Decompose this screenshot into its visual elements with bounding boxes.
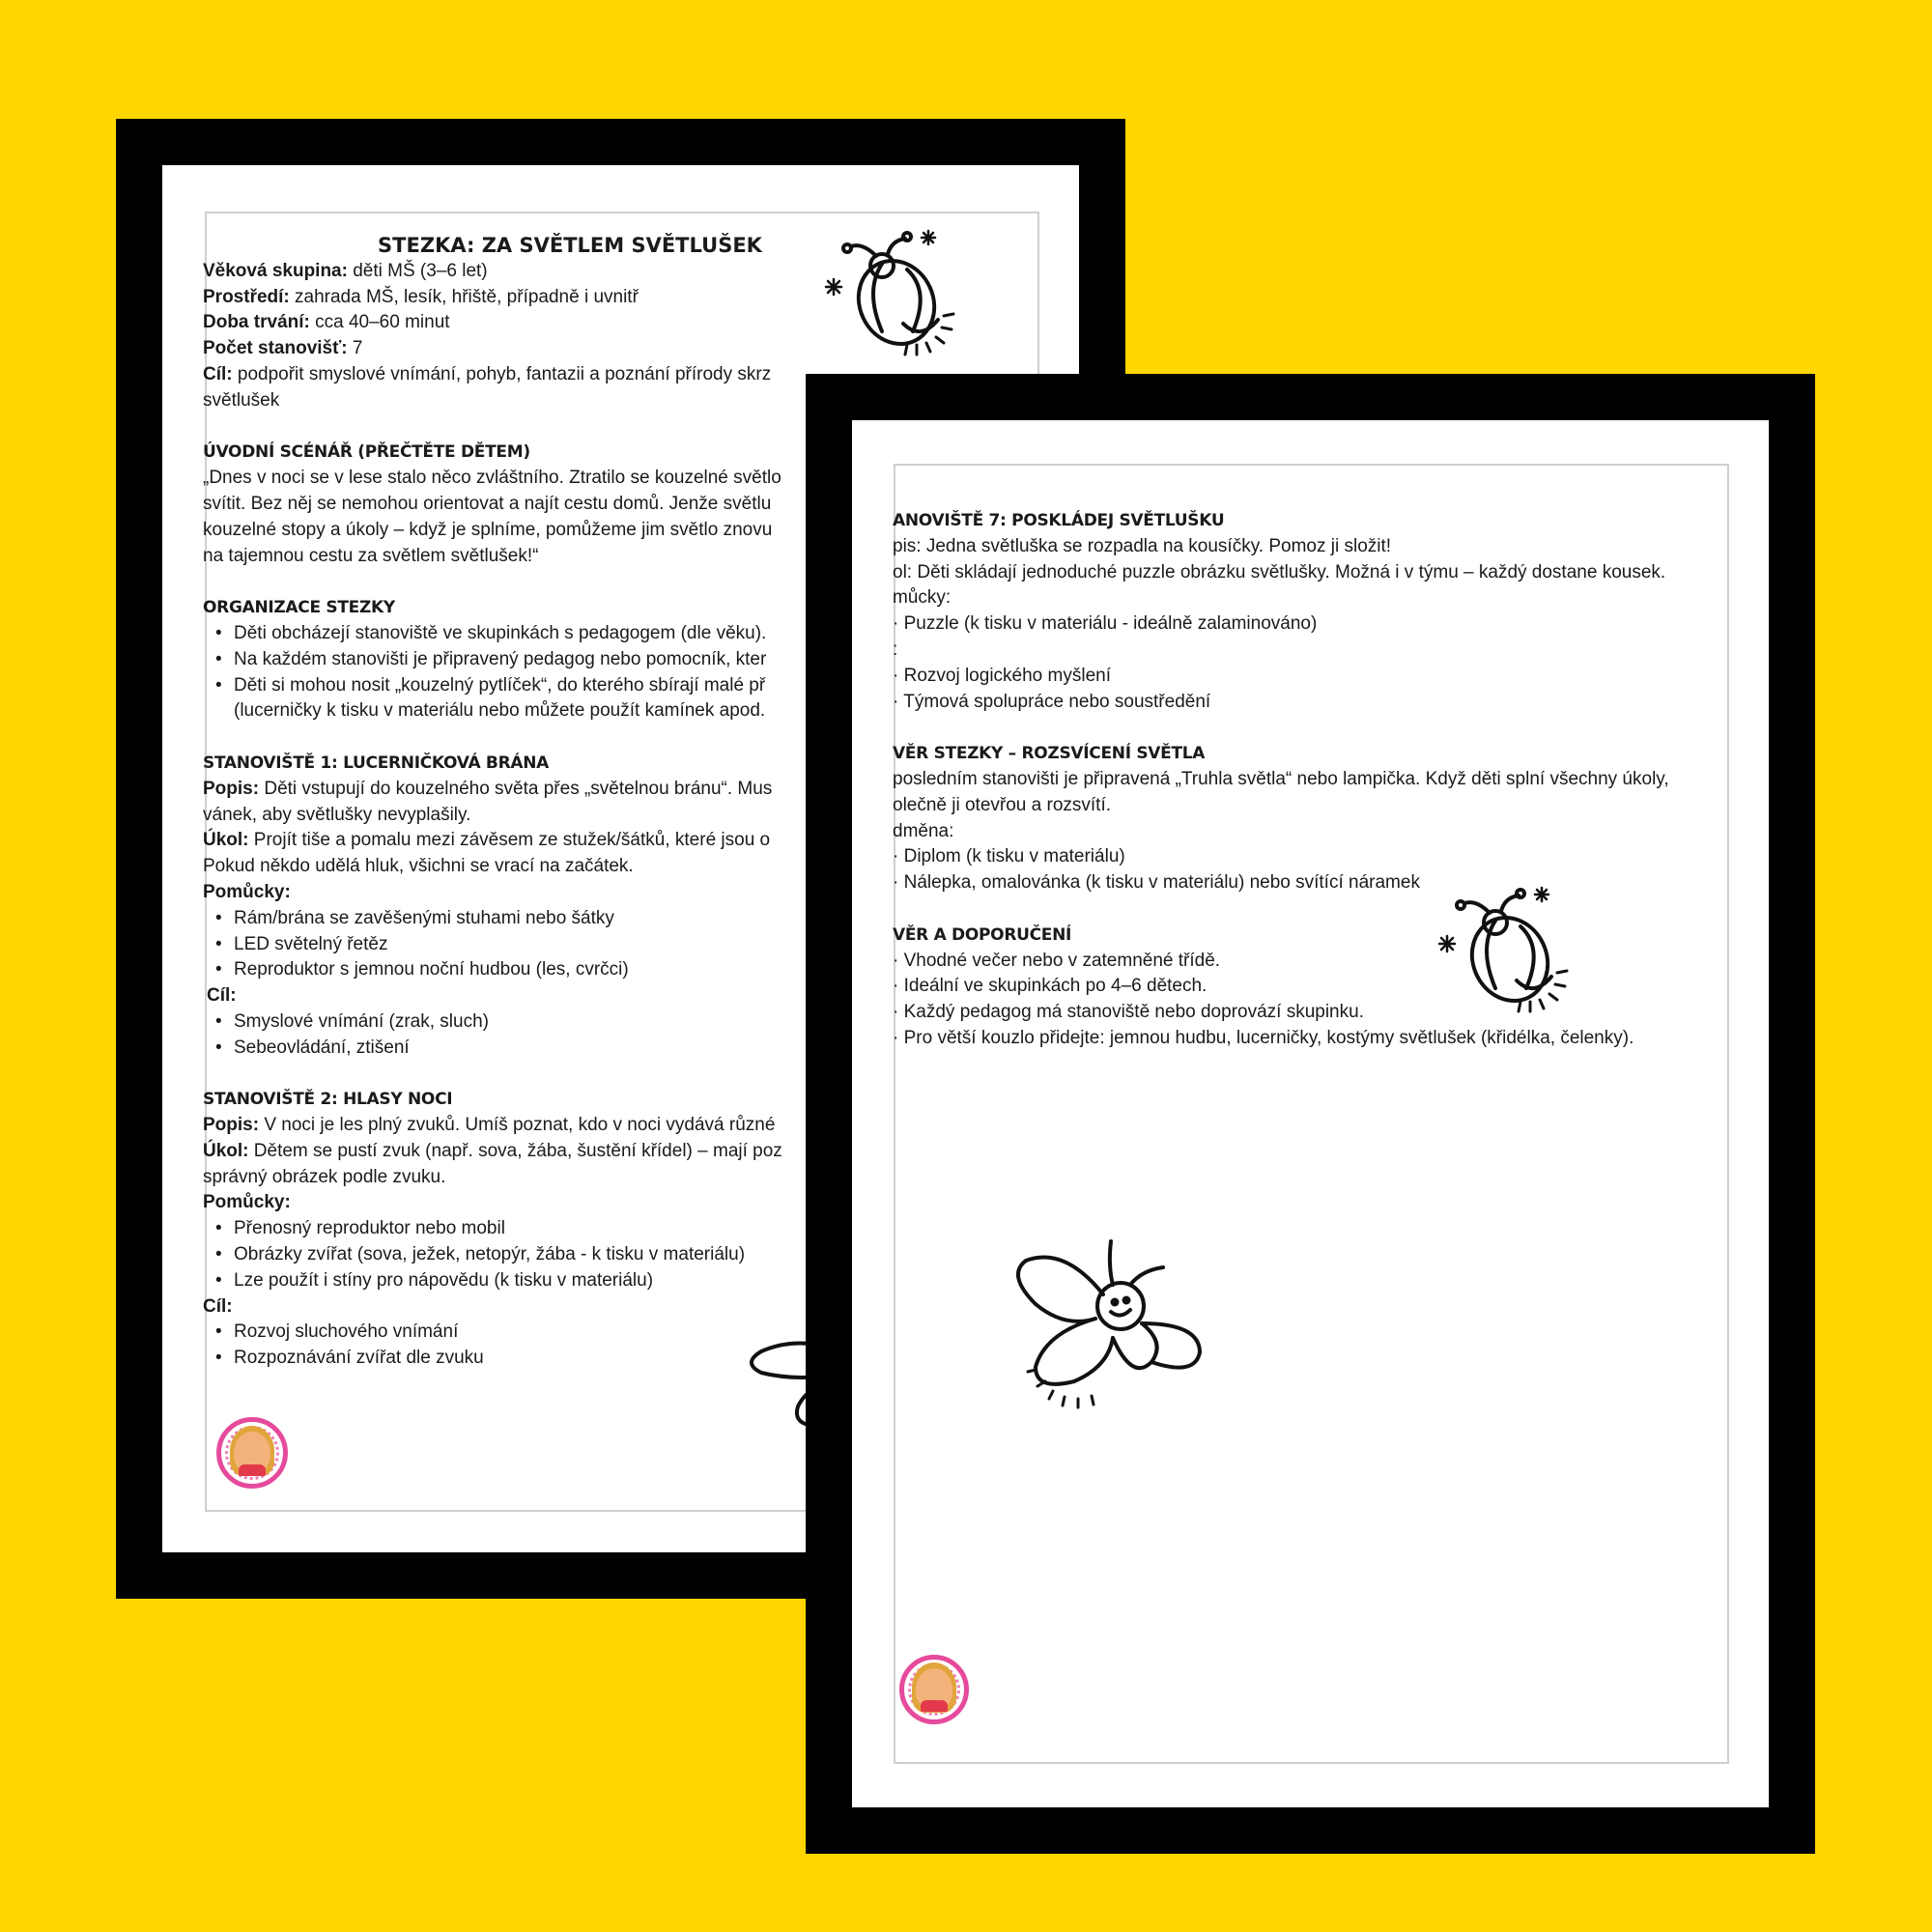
list-item: • Rám/brána se zavěšenými stuhami nebo šátky	[203, 906, 1034, 932]
page2-text	[893, 508, 1733, 1052]
zaver-line: dměna:	[893, 820, 954, 841]
section-heading: STANOVIŠTĚ 1: LUCERNIČKOVÁ BRÁNA	[203, 753, 550, 773]
tip-line: · Pro větší kouzlo přidejte: jemnou hudbu, lucerničky, kostýmy světlušek (křidélka, čelenky).	[893, 1027, 1634, 1048]
zaver-line: olečně ji otevřou a rozsvítí.	[893, 794, 1111, 815]
intro-line: „Dnes v noci se v lese stalo něco zvláštního. Ztratilo se kouzelné světlo	[203, 468, 781, 489]
section-heading: ÚVODNÍ SCÉNÁŘ (PŘEČTĚTE DĚTEM)	[203, 442, 530, 463]
st7-line: můcky:	[893, 587, 952, 609]
firefly-icon	[1428, 880, 1573, 1015]
list-item: • Přenosný reproduktor nebo mobil	[203, 1216, 1034, 1242]
list-item: • Děti si mohou nosit „kouzelný pytlíček“, do kterého sbírají malé př	[203, 673, 1034, 699]
smiling-firefly-icon	[1007, 1236, 1209, 1415]
st7-line: :	[893, 639, 898, 660]
tip-line: · Každý pedagog má stanoviště nebo doprovází skupinku.	[893, 1002, 1364, 1023]
popis-line: Popis: V noci je les plný zvuků. Umíš poznat, kdo v noci vydává různé	[203, 1115, 776, 1136]
list-item: • Rozvoj sluchového vnímání	[203, 1320, 1034, 1346]
list-item-cont: (lucerničky k tisku v materiálu nebo můžete použít kamínek apod.	[234, 700, 766, 722]
meta-row: Prostředí: zahrada MŠ, lesík, hřiště, případně i uvnitř	[203, 286, 639, 307]
page-title: STEZKA: ZA SVĚTLEM SVĚTLUŠEK	[378, 234, 762, 257]
meta-row-cont: světlušek	[203, 389, 280, 411]
st7-line: pis: Jedna světluška se rozpadla na kousíčky. Pomoz ji složit!	[893, 535, 1392, 556]
section-heading: ORGANIZACE STEZKY	[203, 598, 395, 618]
list-item: • Reproduktor s jemnou noční hudbou (les, cvrčci)	[203, 957, 1034, 983]
st7-line: · Týmová spolupráce nebo soustředění	[893, 691, 1211, 712]
st7-line: · Puzzle (k tisku v materiálu - ideálně zalaminováno)	[893, 613, 1318, 635]
list-item: • Lze použít i stíny pro nápovědu (k tisku v materiálu)	[203, 1268, 1034, 1294]
list-item: • Smyslové vnímání (zrak, sluch)	[203, 1009, 1034, 1036]
tip-line: · Ideální ve skupinkách po 4–6 dětech.	[893, 976, 1208, 997]
list-item: • Děti obcházejí stanoviště ve skupinkách s pedagogem (dle věku).	[203, 621, 1034, 647]
page2-sheet	[852, 420, 1769, 1807]
list-item: • LED světelný řetěz	[203, 932, 1034, 958]
meta-row: Cíl: podpořit smyslové vnímání, pohyb, fantazii a poznání přírody skrz	[203, 363, 772, 384]
ukol-cont: Pokud někdo udělá hluk, všichni se vrací na začátek.	[203, 856, 634, 877]
zaver-line: · Diplom (k tisku v materiálu)	[893, 846, 1125, 867]
popis-line: Popis: Děti vstupují do kouzelného světa přes „světelnou bránu“. Mus	[203, 778, 773, 799]
list-item: • Na každém stanovišti je připravený pedagog nebo pomocník, kter	[203, 647, 1034, 673]
st7-line: · Rozvoj logického myšlení	[893, 665, 1111, 686]
list-item: • Obrázky zvířat (sova, ježek, netopýr, žába - k tisku v materiálu)	[203, 1242, 1034, 1268]
ukol-line: Úkol: Dětem se pustí zvuk (např. sova, žába, šustění křídel) – mají poz	[203, 1140, 782, 1161]
pomucky-label: Pomůcky:	[203, 881, 291, 902]
section-heading: VĚR A DOPORUČENÍ	[893, 924, 1072, 945]
section-heading: STANOVIŠTĚ 2: HLASY NOCI	[203, 1090, 453, 1110]
meta-row: Doba trvání: cca 40–60 minut	[203, 312, 450, 333]
meta-row: Věková skupina: děti MŠ (3–6 let)	[203, 260, 488, 281]
list-item: • Rozpoznávání zvířat dle zvuku	[203, 1346, 1034, 1372]
intro-line: na tajemnou cestu za světlem světlušek!“	[203, 545, 539, 566]
cil-label: Cíl:	[207, 985, 237, 1007]
tip-line: · Vhodné večer nebo v zatemněné třídě.	[893, 950, 1221, 971]
intro-line: kouzelné stopy a úkoly – když je splníme, pomůžeme jim světlo znovu	[203, 519, 773, 540]
list-item: • Sebeovládání, ztišení	[203, 1036, 1034, 1062]
pomucky-label: Pomůcky:	[203, 1192, 291, 1213]
section-heading: ANOVIŠTĚ 7: POSKLÁDEJ SVĚTLUŠKU	[893, 511, 1225, 530]
ukol-line: Úkol: Projít tiše a pomalu mezi závěsem ze stužek/šátků, které jsou o	[203, 830, 771, 851]
section-heading: VĚR STEZKY – ROZSVÍCENÍ SVĚTLA	[893, 744, 1206, 764]
zaver-line: posledním stanovišti je připravená „Truhla světla“ nebo lampička. Když děti splní všechny úkoly,	[893, 768, 1669, 789]
logo-badge	[899, 1655, 969, 1724]
cil-label: Cíl:	[203, 1295, 233, 1317]
zaver-line: · Nálepka, omalovánka (k tisku v materiálu) nebo svítící náramek	[893, 872, 1420, 894]
ukol-cont: správný obrázek podle zvuku.	[203, 1166, 446, 1187]
meta-row: Počet stanovišť: 7	[203, 338, 363, 359]
popis-cont: vánek, aby světlušky nevyplašily.	[203, 804, 471, 825]
st7-line: ol: Děti skládají jednoduché puzzle obrázku světlušky. Možná i v týmu – každý dostane kousek.	[893, 561, 1666, 582]
logo-badge	[216, 1417, 288, 1489]
intro-line: svítit. Bez něj se nemohou orientovat a najít cestu domů. Jenže světlu	[203, 493, 772, 514]
